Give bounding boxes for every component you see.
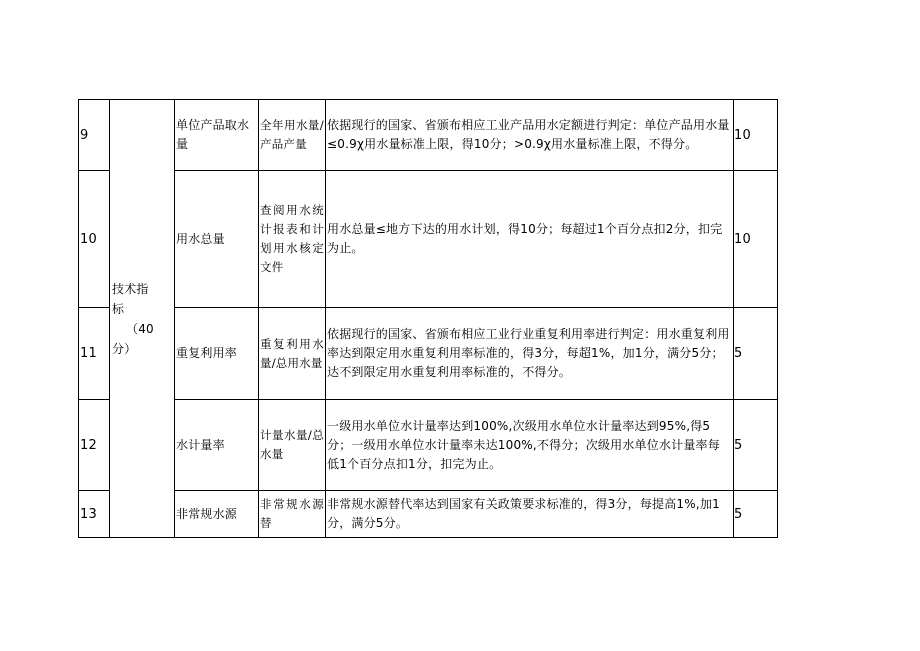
row-number: 9 <box>79 100 110 171</box>
category-label: 标 <box>112 301 125 316</box>
table-row <box>79 491 778 538</box>
score-value: 5 <box>734 308 778 400</box>
item-name: 单位产品取水量 <box>175 100 259 171</box>
score-value: 5 <box>734 400 778 491</box>
category-points: 分） <box>112 341 137 356</box>
table-row <box>79 100 778 171</box>
scoring-standard: 用水总量≤地方下达的用水计划，得10分；每超过1个百分点扣2分，扣完为止。 <box>326 171 734 308</box>
category-points: （40 <box>126 321 154 336</box>
row-number: 13 <box>79 491 110 538</box>
row-number: 11 <box>79 308 110 400</box>
table-row <box>79 308 778 400</box>
calc-method: 查阅用水统计报表和计划用水核定文件 <box>259 171 326 308</box>
table-row <box>79 171 778 308</box>
scoring-standard: 依据现行的国家、省颁布相应工业行业重复利用率进行判定：用水重复利用率达到限定用水重复利用率标准的，得3分，每超1%，加1分，满分5分；达不到限定用水重复利用率标准的，不得分。 <box>326 308 734 400</box>
scoring-standard: 一级用水单位水计量率达到100%,次级用水单位水计量率达到95%,得5分；一级用水单位水计量率未达100%,不得分；次级用水单位水计量率每低1个百分点扣1分，扣完为止。 <box>326 400 734 491</box>
calc-method: 全年用水量/产品产量 <box>259 100 326 171</box>
scoring-standard: 非常规水源替代率达到国家有关政策要求标准的，得3分，每提高1%,加1分，满分5分。 <box>326 491 734 538</box>
item-name: 非常规水源 <box>175 491 259 538</box>
table-row <box>79 400 778 491</box>
calc-method: 计量水量/总水量 <box>259 400 326 491</box>
item-name: 水计量率 <box>175 400 259 491</box>
row-number: 10 <box>79 171 110 308</box>
item-name: 用水总量 <box>175 171 259 308</box>
scoring-standard: 依据现行的国家、省颁布相应工业产品用水定额进行判定：单位产品用水量≤0.9χ用水量标准上限，得10分；>0.9χ用水量标准上限，不得分。 <box>326 100 734 171</box>
calc-method: 非常规水源替 <box>259 491 326 538</box>
evaluation-table <box>78 99 778 538</box>
score-value: 5 <box>734 491 778 538</box>
category-cell <box>110 100 175 538</box>
score-value: 10 <box>734 171 778 308</box>
category-label: 技术指 <box>112 281 149 296</box>
row-number: 12 <box>79 400 110 491</box>
calc-method: 重复利用水量/总用水量 <box>259 308 326 400</box>
score-value: 10 <box>734 100 778 171</box>
item-name: 重复利用率 <box>175 308 259 400</box>
